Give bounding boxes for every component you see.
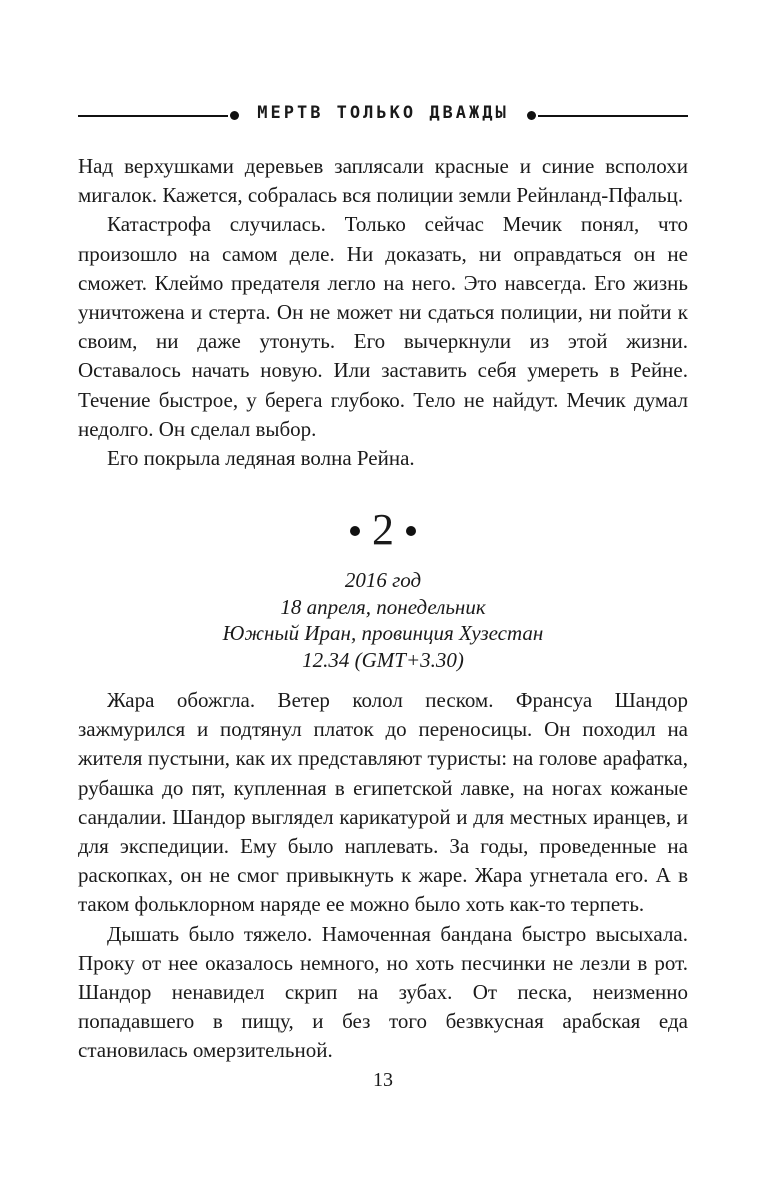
- header-bullet-left: [230, 111, 239, 120]
- paragraph: Над верхушками деревьев заплясали красные и синие всполохи мигалок. Кажется, собралась вся полиции земли Рейнланд-Пфальц.: [78, 154, 688, 208]
- dateline-date: 18 апреля, понедельник: [280, 594, 486, 619]
- chapter-heading: [78, 505, 688, 554]
- paragraph: Жара обожгла. Ветер колол песком. Франсуа Шандор зажмурился и подтянул платок до переносицы. Он походил на жителя пустыни, как их представляют туристы: на голове арафатка, рубашка до пят, купленная в египетской лавке, на ногах кожаные сандалии. Шандор выглядел карикатурой и для местных иранцев, и для экспедиции. Ему было наплевать. За годы, проведенные на раскопках, он не смог привыкнуть к жаре. Жара угнетала его. А в таком фольклорном наряде ее можно было хоть как-то терпеть.: [78, 688, 688, 917]
- paragraph: Катастрофа случилась. Только сейчас Мечик понял, что произошло на самом деле. Ни доказать, ни оправдаться он не сможет. Клеймо предателя легло на него. Это навсегда. Его жизнь уничтожена и стерта. Он не может ни сдаться полиции, ни пойти к своим, ни даже утонуть. Его вычеркнули из этой жизни. Оставалось начать новую. Или заставить себя умереть в Рейне. Течение быстрое, у берега глубоко. Тело не найдут. Мечик думал недолго. Он сделал выбор.: [78, 212, 688, 441]
- dateline-place: Южный Иран, провинция Хузестан: [222, 621, 544, 645]
- page-number: 13: [373, 1069, 393, 1091]
- paragraph: Его покрыла ледяная волна Рейна.: [107, 446, 415, 471]
- text-block-bottom: [78, 686, 688, 1066]
- dateline-time: 12.34 (GMT+3.30): [302, 647, 464, 672]
- paragraph: Дышать было тяжело. Намоченная бандана быстро высыхала. Проку от нее оказалось немного, но хоть песчинки не лезли в рот. Шандор ненавидел скрип на зубах. От песка, неизменно попадавшего в пищу, и без того безвкусная арабская еда становилась омерзительной.: [78, 921, 688, 1063]
- chapter-bullet-right: [406, 526, 416, 536]
- chapter-number: 2: [372, 505, 394, 554]
- header-rule-left: [78, 115, 228, 117]
- header-rule-right: [538, 115, 688, 117]
- dateline-year: 2016 год: [344, 568, 422, 592]
- header-bullet-right: [527, 111, 536, 120]
- chapter-dateline: [78, 567, 688, 673]
- running-header: [78, 100, 688, 130]
- running-header-title: МЕРТВ ТОЛЬКО ДВАЖДЫ: [257, 103, 509, 123]
- chapter-bullet-left: [350, 526, 360, 536]
- text-block-top: [78, 152, 688, 473]
